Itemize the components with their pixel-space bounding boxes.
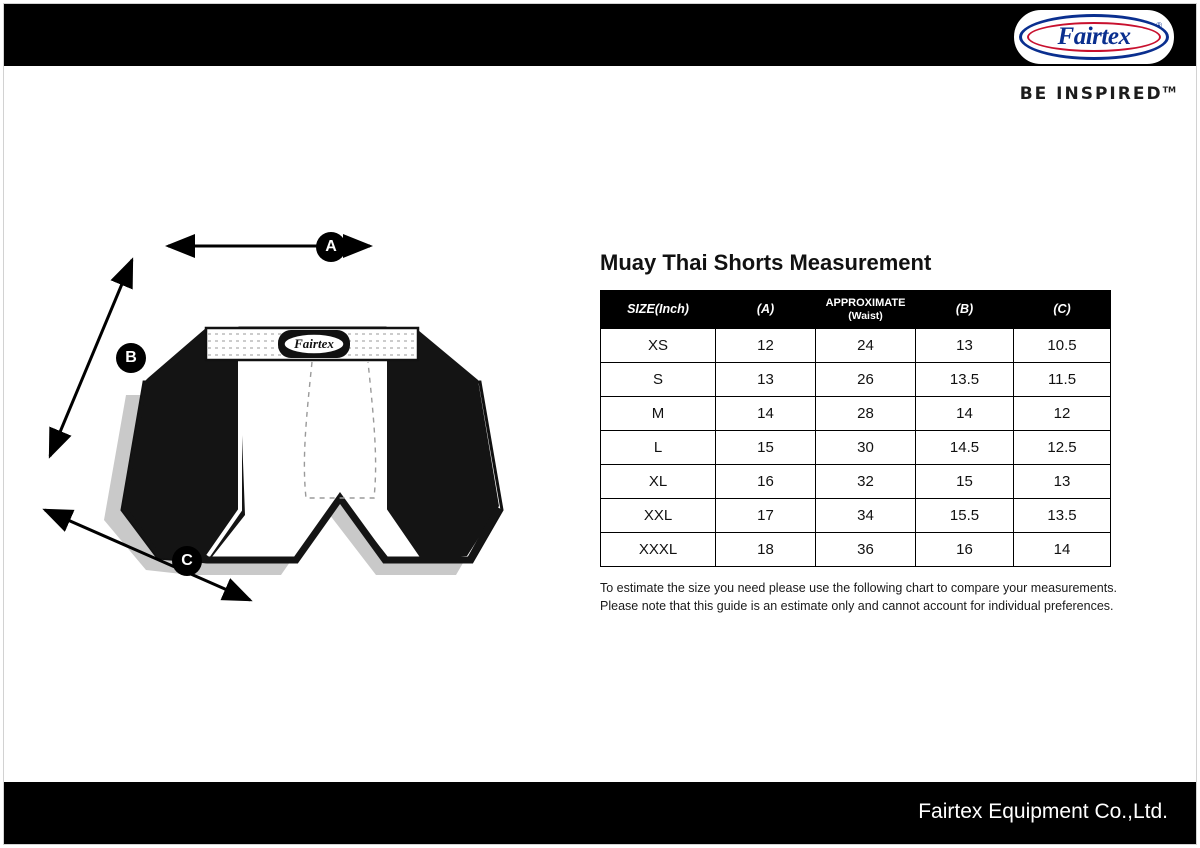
cell-waist: 24 [816, 328, 916, 362]
shorts-illustration-svg [40, 210, 580, 640]
col-header-c: (C) [1014, 291, 1111, 329]
cell-a: 18 [716, 532, 816, 566]
col-header-size: SIZE(Inch) [601, 291, 716, 329]
size-guide-note-line2: Please note that this guide is an estimate only and cannot account for individual preferences. [600, 598, 1114, 613]
cell-size: L [601, 430, 716, 464]
header-bar [4, 4, 1196, 66]
cell-size: XXXL [601, 532, 716, 566]
table-row [601, 532, 1111, 566]
cell-size: XXL [601, 498, 716, 532]
cell-b: 16 [916, 532, 1014, 566]
cell-c: 11.5 [1014, 362, 1111, 396]
col-header-approximate-sub: (Waist) [848, 309, 883, 322]
cell-waist: 34 [816, 498, 916, 532]
cell-b: 13.5 [916, 362, 1014, 396]
cell-waist: 28 [816, 396, 916, 430]
dimension-label-a: A [316, 232, 346, 262]
cell-b: 14 [916, 396, 1014, 430]
cell-b: 13 [916, 328, 1014, 362]
shorts-right-panel [385, 330, 499, 560]
cell-c: 12.5 [1014, 430, 1111, 464]
cell-waist: 26 [816, 362, 916, 396]
waistband-logo-text: Fairtex [294, 336, 334, 351]
cell-size: M [601, 396, 716, 430]
cell-a: 16 [716, 464, 816, 498]
cell-b: 15.5 [916, 498, 1014, 532]
table-row [601, 498, 1111, 532]
cell-waist: 32 [816, 464, 916, 498]
cell-b: 15 [916, 464, 1014, 498]
cell-c: 12 [1014, 396, 1111, 430]
cell-a: 15 [716, 430, 816, 464]
cell-size: XS [601, 328, 716, 362]
size-guide-note [600, 579, 1145, 615]
dimension-label-b: B [116, 343, 146, 373]
cell-size: XL [601, 464, 716, 498]
brand-tagline-text: BE INSPIRED [1019, 84, 1163, 104]
table-row [601, 328, 1111, 362]
table-header-row [601, 291, 1111, 329]
cell-c: 10.5 [1014, 328, 1111, 362]
cell-c: 13.5 [1014, 498, 1111, 532]
col-header-approximate [816, 291, 916, 329]
trademark-mark-icon: TM [1162, 85, 1176, 95]
col-header-b: (B) [916, 291, 1014, 329]
brand-tagline [1020, 84, 1176, 104]
cell-b: 14.5 [916, 430, 1014, 464]
cell-a: 17 [716, 498, 816, 532]
footer-bar [4, 782, 1196, 844]
shorts-diagram [40, 210, 580, 640]
page-title: Muay Thai Shorts Measurement [600, 250, 932, 275]
table-row [601, 430, 1111, 464]
cell-size: S [601, 362, 716, 396]
logo-oval [1019, 14, 1169, 60]
table-row [601, 396, 1111, 430]
cell-a: 14 [716, 396, 816, 430]
waistband-logo-patch [278, 330, 350, 358]
cell-c: 14 [1014, 532, 1111, 566]
table-row [601, 362, 1111, 396]
cell-waist: 30 [816, 430, 916, 464]
logo-wordmark: Fairtex [1057, 23, 1131, 50]
registered-mark-icon: ® [1156, 21, 1162, 30]
footer-company-name: Fairtex Equipment Co.,Ltd. [918, 800, 1168, 823]
brand-logo [1014, 10, 1174, 64]
table-row [601, 464, 1111, 498]
col-header-a: (A) [716, 291, 816, 329]
cell-c: 13 [1014, 464, 1111, 498]
cell-waist: 36 [816, 532, 916, 566]
size-chart-table [600, 290, 1111, 567]
col-header-approximate-label: APPROXIMATE [825, 297, 906, 309]
size-guide-note-line1: To estimate the size you need please use the following chart to compare your measurements. [600, 580, 1117, 595]
cell-a: 13 [716, 362, 816, 396]
cell-a: 12 [716, 328, 816, 362]
measurement-section [600, 250, 1130, 615]
dimension-label-c: C [172, 546, 202, 576]
